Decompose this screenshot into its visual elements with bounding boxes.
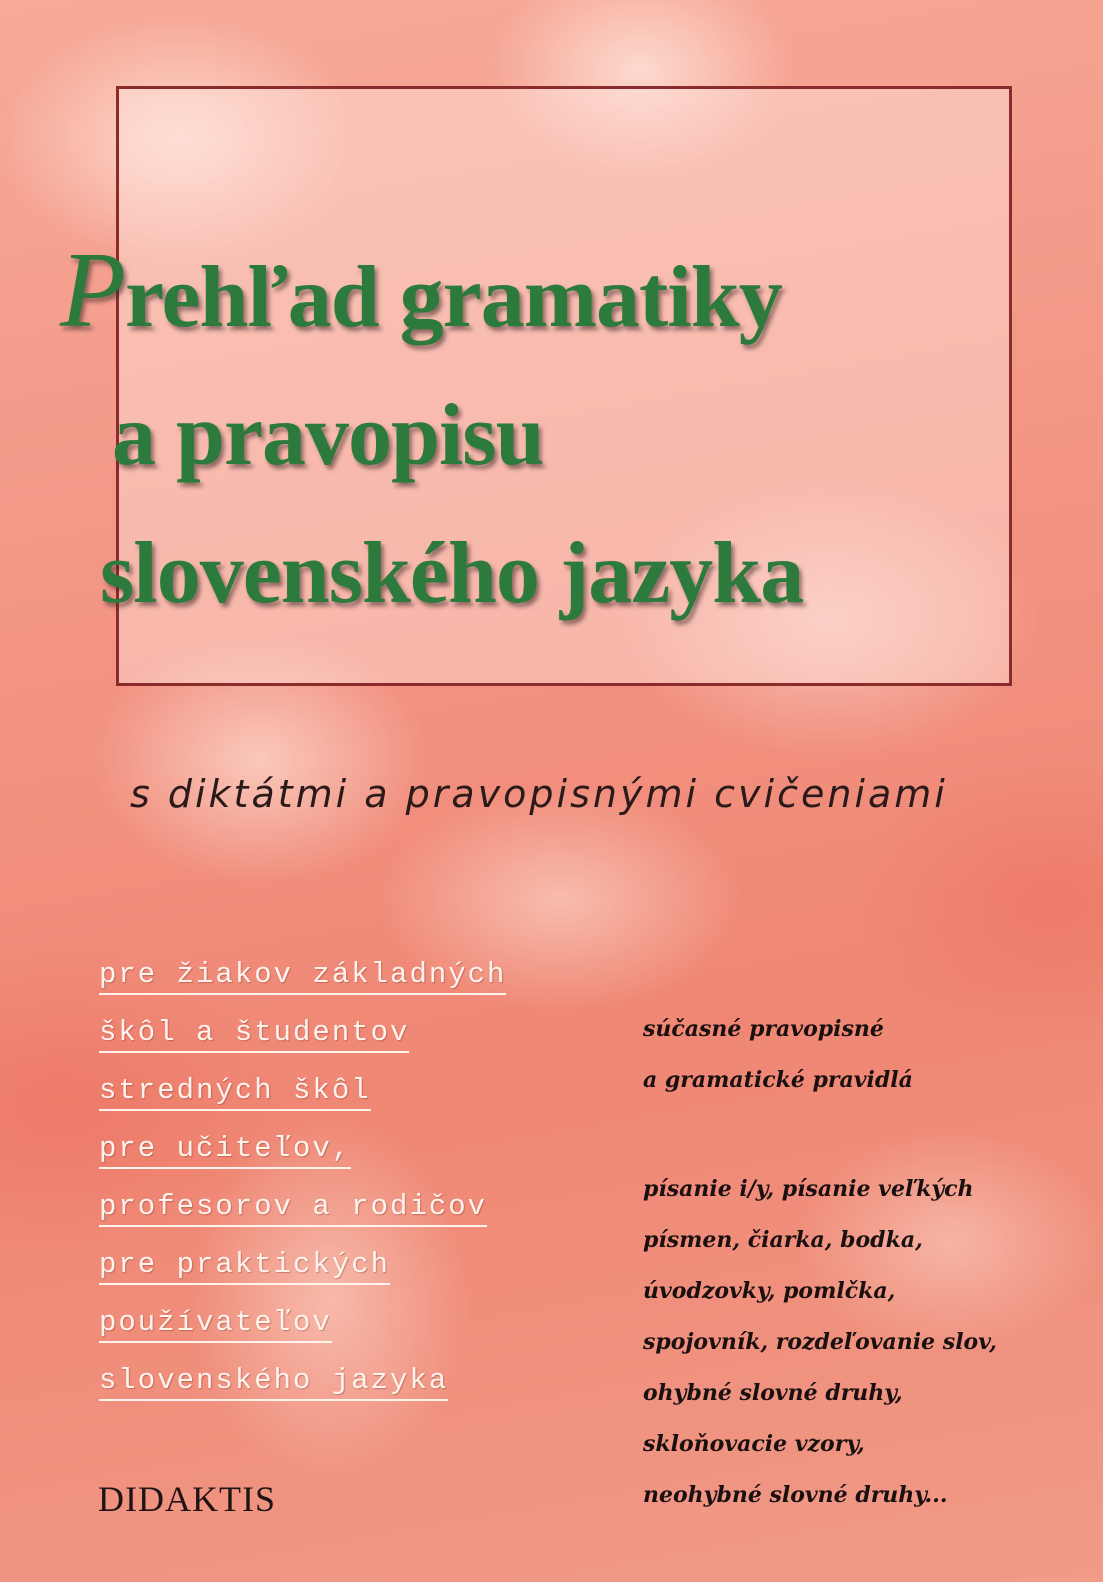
rules-list-line: neohybné slovné druhy... [643,1482,948,1508]
rules-list-line: skloňovacie vzory, [643,1431,865,1457]
audience-item: škôl a študentov [99,1010,506,1068]
rules-spacer [643,1106,1083,1164]
title-line-1 [60,222,1060,367]
title-line-1-rest: rehľad gramatiky [124,249,782,346]
audience-item: slovenského jazyka [99,1358,506,1416]
audience-item: pre učiteľov, [99,1126,506,1184]
rules-list-line: písmen, čiarka, bodka, [643,1227,923,1253]
rules-list-line: písanie i/y, písanie veľkých [643,1176,974,1202]
rules-intro-line: súčasné pravopisné [643,1016,884,1042]
rules-list-line: ohybné slovné druhy, [643,1380,903,1406]
rules-list-line: úvodzovky, pomlčka, [643,1278,896,1304]
subtitle: s diktátmi a pravopisnými cvičeniami [130,772,948,816]
audience-item: pre žiakov základných [99,952,506,1010]
title-line-3: slovenského jazyka [100,525,804,622]
rules-intro-line: a gramatické pravidlá [643,1067,913,1093]
audience-item: pre praktických [99,1242,506,1300]
audience-item: profesorov a rodičov [99,1184,506,1242]
rules-list-line: spojovník, rozdeľovanie slov, [643,1329,997,1355]
publisher-name: DIDAKTIS [98,1479,276,1519]
audience-item: používateľov [99,1300,506,1358]
audience-list [99,952,506,1416]
rules-block [643,1004,1083,1521]
title-initial: P [60,231,125,350]
book-title [60,222,1060,643]
title-line-2: a pravopisu [112,387,544,484]
audience-item: stredných škôl [99,1068,506,1126]
